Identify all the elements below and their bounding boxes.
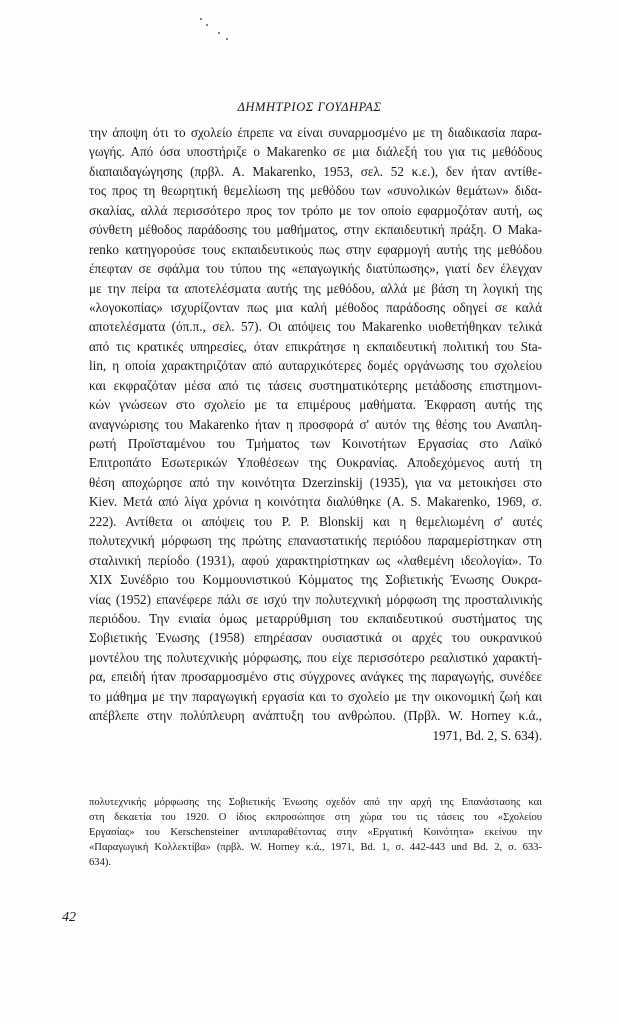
body-line: κών γνώσεων στο σχολείο με τα επιμέρους μαθήματα. Έκφραση αυτής της [89,397,542,413]
body-line: σκαλίας, αλλά περισσότερο προς τον τρόπο με τον οποίο εφαρμοζόταν αυτή, ως [89,202,542,218]
main-text-block [89,123,542,745]
body-line: και εκφραζόταν μέσα από τις τάσεις συστηματικότερης μετάδοσης επιστημονι- [89,377,542,393]
body-line: απέβλεπε στην πολύπλευρη ανάπτυξη του ανθρώπου. (Πρβλ. W. Horney κ.ά., [89,708,542,724]
body-line: lin, η οποία χαρακτηριζόταν από αυταρχικότερες δομές οργάνωσης του σχολείου [89,358,542,374]
footnote-line: πολυτεχνικής μόρφωσης της Σοβιετικής Ένωσης σχεδόν από την αρχή της Επανάστασης και [89,797,542,808]
body-line: μοντέλου της πολυτεχνικής μόρφωσης, που είχε περισσότερο ρεαλιστικό χαρακτή- [89,649,542,665]
body-line: θέση αποχώρησε από την κοινότητα Dzerzinskij (1935), για να μετοικήσει στο [89,474,542,490]
body-line: σύνθετη μέθοδος παράδοσης του μαθήματος, στην εκπαιδευτική πράξη. Ο Maka- [89,222,542,238]
body-line: 1971, Bd. 2, S. 634). [432,727,542,743]
body-line: το μάθημα με την παραγωγική εργασία και το σχολείο με την οικονομική ζωή και [89,688,542,704]
body-line: με την πείρα τα αποτελέσματα αυτής της μεθόδου, αλλά με βάση τη λογική της [89,280,542,296]
footnote-line: «Παραγωγική Κολλεκτίβα» (πρβλ. W. Horney κ.ά., 1971, Bd. 1, σ. 442-443 und Bd. 2, σ. 633- [89,842,542,853]
body-line: από τις κρατικές υπηρεσίες, όταν επικράτησε η εκπαιδευτική πολιτική του Sta- [89,338,542,354]
footnote-block [89,795,542,870]
body-line: renko κατηγορούσε τους εκπαιδευτικούς πως στην εφαρμογή αυτής της μεθόδου [89,241,542,257]
body-line: την άποψη ότι το σχολείο έπρεπε να είναι συναρμοσμένο με τη διαδικασία παρα- [89,125,542,140]
body-line: «λογοκοπίας» ισχυρίζονταν πως μια καλή μέθοδος παράδοσης οδηγεί σε καλά [89,299,542,315]
body-line: αναγνώρισης του Makarenko ήταν η προσφορά σ' αυτόν της θέσης του Αναπλη- [89,416,542,432]
page-number: 42 [62,910,76,925]
body-line: τος προς τη θεωρητική θεμελίωση της μεθόδου των «συνολικών θεμάτων» διδα- [89,183,542,199]
body-line: περιόδου. Την ενιαία όμως μεταρρύθμιση του εκπαιδευτικού συστήματος της [89,610,542,626]
footnote-line: Εργασίας» του Kerschensteiner αντιπαραθέτοντας στην «Εργατική Κοινότητα» εκείνου την [89,827,542,838]
footnote-line: στη δεκαετία του 1920. Ο ίδιος εκπροσώπησε στη χώρα του τις τάσεις του «Σχολείου [89,812,542,823]
body-line: διαπαιδαγώγησης (πρβλ. A. Makarenko, 1953, σελ. 52 κ.ε.), δεν ήταν αντίθε- [89,163,542,179]
body-line: αποτελέσματα (όπ.π., σελ. 57). Οι απόψεις του Makarenko υιοθετήθηκαν τελικά [89,319,542,335]
body-line: Σοβιετικής Ένωσης (1958) επηρέασαν ουσιαστικά οι αρχές του ουκρανικού [89,630,542,646]
body-line: γωγής. Από όσα υποστήριζε ο Makarenko σε μια διάλεξή του για τις μεθόδους [89,144,542,160]
body-line: έπεφταν σε σφάλμα του τύπου της «επαγωγικής διατύπωσης», γιατί δεν έλεγχαν [89,261,542,277]
body-line: XIX Συνέδριο του Κομμουνιστικού Κόμματος της Σοβιετικής Ένωσης Ουκρα- [89,572,542,588]
body-line: Επιτροπάτο Εσωτερικών Υποθέσεων της Ουκρανίας. Αποδεχόμενος αυτή τη [89,455,542,471]
body-line: πολυτεχνική μόρφωση της πρώτης επαναστατικής περιόδου παραμερίστηκαν στη [89,533,542,549]
body-line: ρωτή Προϊσταμένου του Τμήματος των Κοινοτήτων Εργασίας στο Λαϊκό [89,436,542,451]
body-line: 222). Αντίθετα οι απόψεις του P. P. Blonskij και η θεμελιωμένη σ' αυτές [89,513,542,529]
body-line: ρα, επειδή ήταν προσαρμοσμένο στις σύγχρονες ανάγκες της παραγωγής, συνέδεε [89,669,542,685]
body-line: νίας (1952) επανέφερε πάλι σε ισχύ την πολυτεχνική μόρφωση της προσταλινικής [89,591,542,607]
footnote-line: 634). [89,857,112,868]
body-line: Kiev. Μετά από λίγα χρόνια η κοινότητα διαλύθηκε (A. S. Makarenko, 1969, σ. [89,494,542,510]
running-header: ΔΗΜΗΤΡΙΟΣ ΓΟΥΔΗΡΑΣ [237,100,382,114]
scan-specks [196,18,236,58]
body-line: σταλινική περίοδο (1931), αφού χαρακτηρίστηκαν ως «λαθεμένη ιδεολογία». Το [89,552,542,568]
